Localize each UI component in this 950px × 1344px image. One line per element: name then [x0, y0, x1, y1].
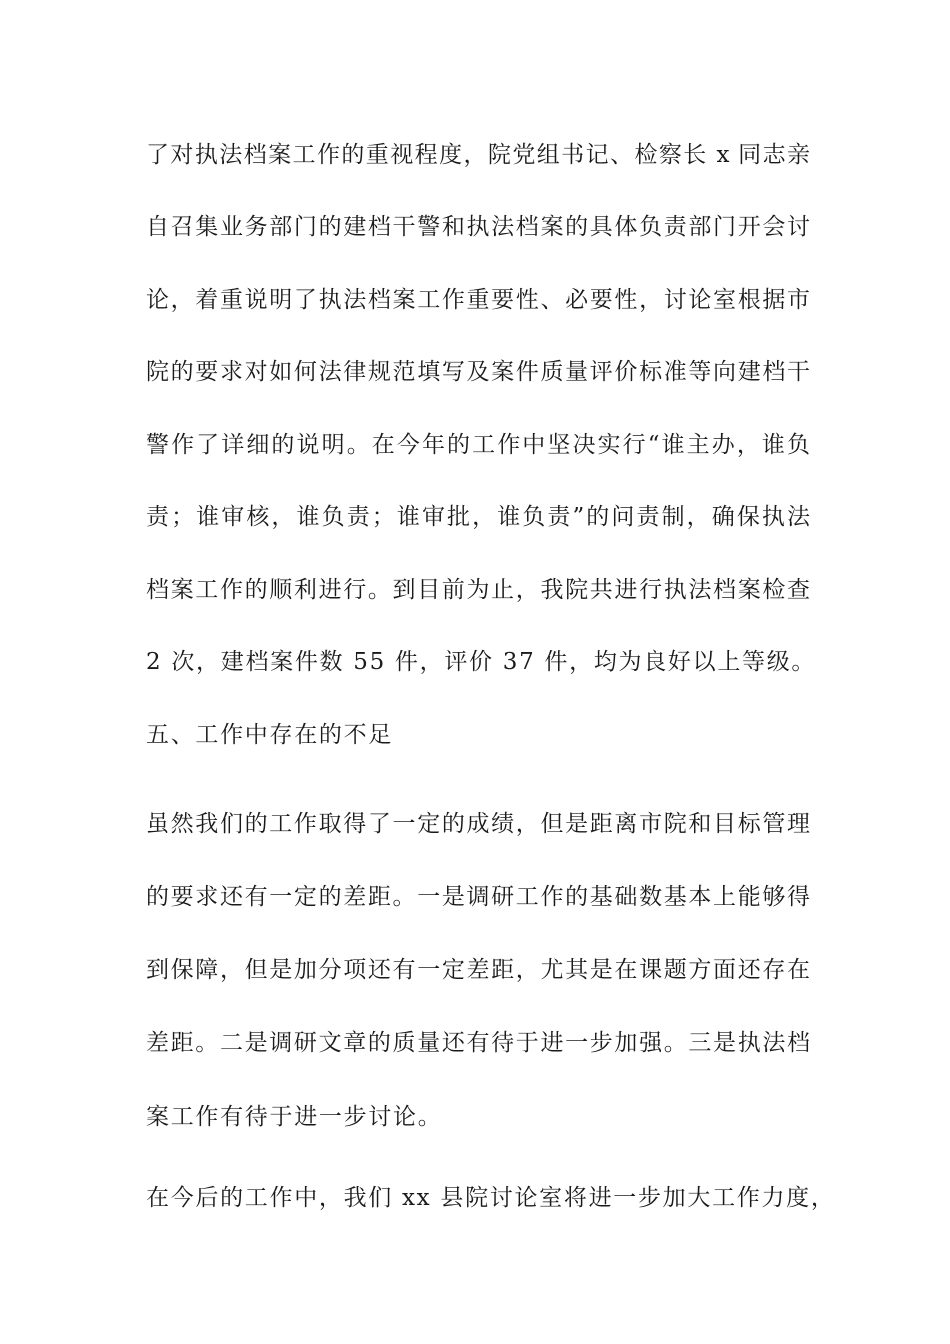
paragraph-line: 虽然我们的工作取得了一定的成绩，但是距离市院和目标管理	[146, 811, 810, 837]
paragraph-line: 警作了详细的说明。在今年的工作中坚决实行“谁主办，谁负	[146, 432, 810, 458]
paragraph-line: 责；谁审核，谁负责；谁审批，谁负责”的问责制，确保执法	[146, 504, 810, 530]
paragraph-line: 自召集业务部门的建档干警和执法档案的具体负责部门开会讨	[146, 214, 810, 240]
paragraph-line: 的要求还有一定的差距。一是调研工作的基础数基本上能够得	[146, 884, 810, 910]
paragraph-line: 了对执法档案工作的重视程度，院党组书记、检察长 x 同志亲	[146, 142, 810, 168]
paragraph-line: 档案工作的顺利进行。到目前为止，我院共进行执法档案检查	[146, 577, 810, 603]
paragraph-line: 到保障，但是加分项还有一定差距，尤其是在课题方面还存在	[146, 957, 810, 983]
paragraph-line: 院的要求对如何法律规范填写及案件质量评价标准等向建档干	[146, 359, 810, 385]
paragraph-line: 论，着重说明了执法档案工作重要性、必要性，讨论室根据市	[146, 287, 810, 313]
paragraph-line: 案工作有待于进一步讨论。	[146, 1104, 443, 1130]
paragraph-line: 2 次，建档案件数 55 件，评价 37 件，均为良好以上等级。	[146, 649, 817, 675]
section-heading: 五、工作中存在的不足	[146, 722, 393, 748]
paragraph-line: 差距。二是调研文章的质量还有待于进一步加强。三是执法档	[146, 1030, 810, 1056]
paragraph-line: 在今后的工作中，我们 xx 县院讨论室将进一步加大工作力度，	[146, 1185, 836, 1211]
